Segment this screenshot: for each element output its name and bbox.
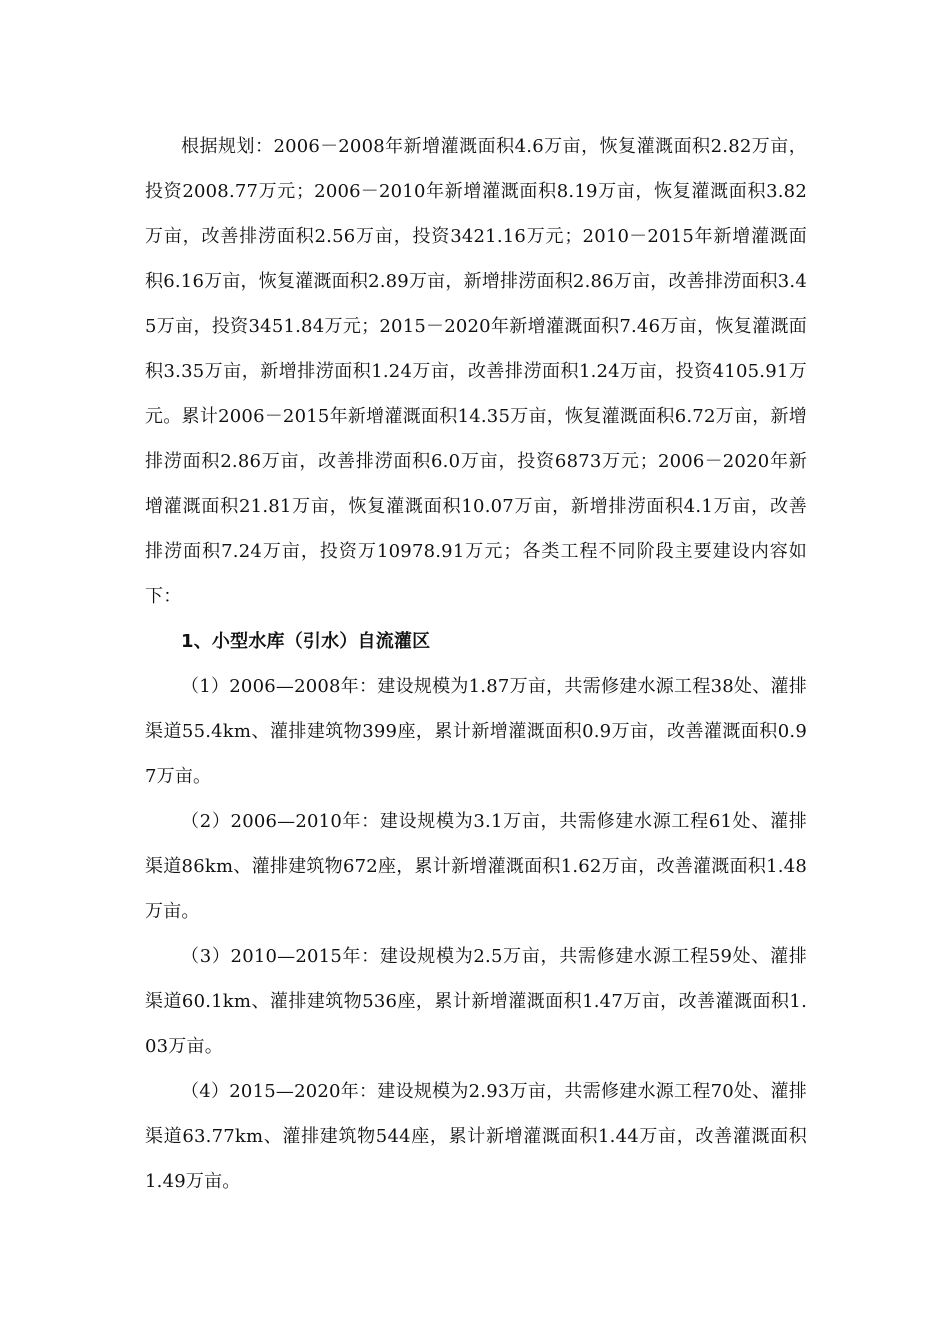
stage-paragraph-2: （2）2006—2010年：建设规模为3.1万亩，共需修建水源工程61处、灌排渠道86km、灌排建筑物672座，累计新增灌溉面积1.62万亩，改善灌溉面积1.48万亩。 bbox=[145, 811, 807, 922]
stage-paragraph-1: （1）2006—2008年：建设规模为1.87万亩，共需修建水源工程38处、灌排渠道55.4km、灌排建筑物399座，累计新增灌溉面积0.9万亩，改善灌溉面积0.97万亩。 bbox=[145, 676, 807, 787]
stage-paragraph-3: （3）2010—2015年：建设规模为2.5万亩，共需修建水源工程59处、灌排渠道60.1km、灌排建筑物536座，累计新增灌溉面积1.47万亩，改善灌溉面积1.03万亩。 bbox=[145, 946, 807, 1057]
document-body bbox=[145, 124, 807, 1204]
intro-paragraph: 根据规划：2006－2008年新增灌溉面积4.6万亩，恢复灌溉面积2.82万亩，投资2008.77万元；2006－2010年新增灌溉面积8.19万亩，恢复灌溉面积3.82万亩，改善排涝面积2.56万亩，投资3421.16万元；2010－2015年新增灌溉面积6.16万亩，恢复灌溉面积2.89万亩，新增排涝面积2.86万亩，改善排涝面积3.45万亩，投资3451.84万元；2015－2020年新增灌溉面积7.46万亩，恢复灌溉面积3.35万亩，新增排涝面积1.24万亩，改善排涝面积1.24万亩，投资4105.91万元。累计2006－2015年新增灌溉面积14.35万亩，恢复灌溉面积6.72万亩，新增排涝面积2.86万亩，改善排涝面积6.0万亩，投资6873万元；2006－2020年新增灌溉面积21.81万亩，恢复灌溉面积10.07万亩，新增排涝面积4.1万亩，改善排涝面积7.24万亩，投资万10978.91万元；各类工程不同阶段主要建设内容如下： bbox=[145, 136, 807, 607]
stage-paragraph-4: （4）2015—2020年：建设规模为2.93万亩，共需修建水源工程70处、灌排渠道63.77km、灌排建筑物544座，累计新增灌溉面积1.44万亩，改善灌溉面积1.49万亩。 bbox=[145, 1081, 807, 1192]
section-heading: 1、小型水库（引水）自流灌区 bbox=[181, 631, 431, 652]
